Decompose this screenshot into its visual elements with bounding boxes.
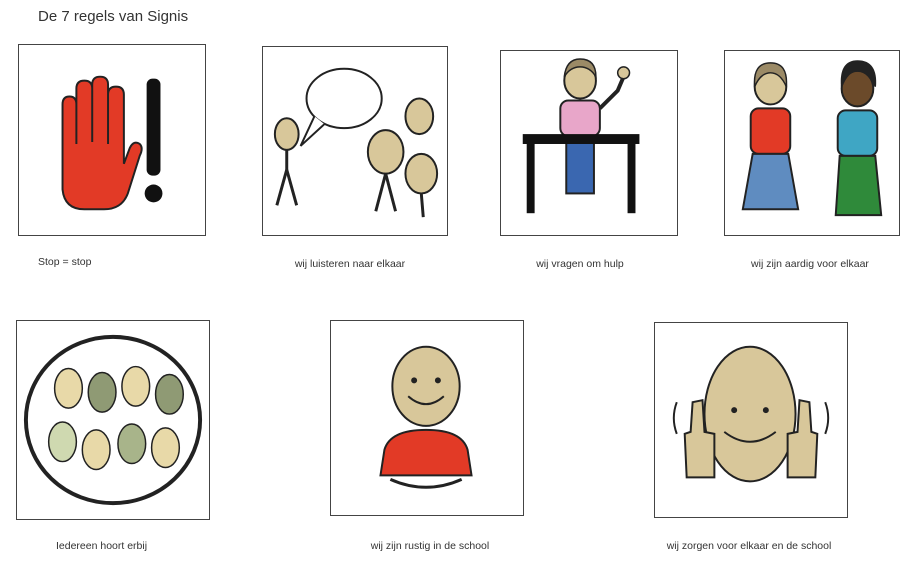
page-title: De 7 regels van Signis [38,8,189,25]
rule-card-asking-help [500,50,678,236]
calm-child-icon [331,321,523,515]
being-kind-icon [725,51,899,235]
rule-card-being-kind [724,50,900,236]
rule-card-calm [330,320,524,516]
rule-caption-asking-help: wij vragen om hulp [536,258,624,270]
asking-help-icon [501,51,677,235]
rule-caption-listening: wij luisteren naar elkaar [294,258,406,270]
group-of-faces-icon [17,321,209,519]
rule-caption-calm: wij zijn rustig in de school [370,540,490,552]
rule-caption-taking-care: wij zorgen voor elkaar en de school [666,540,832,552]
rule-caption-stop: Stop = stop [38,256,92,268]
rule-caption-being-kind: wij zijn aardig voor elkaar [751,258,869,270]
stop-hand-exclamation-icon [19,45,205,235]
thumbs-up-smile-icon [655,323,847,517]
rule-card-everyone-belongs [16,320,210,520]
rule-card-stop [18,44,206,236]
listening-people-icon [263,47,447,235]
rule-card-taking-care [654,322,848,518]
rule-card-listening [262,46,448,236]
rule-caption-everyone-belongs: Iedereen hoort erbij [56,540,148,552]
